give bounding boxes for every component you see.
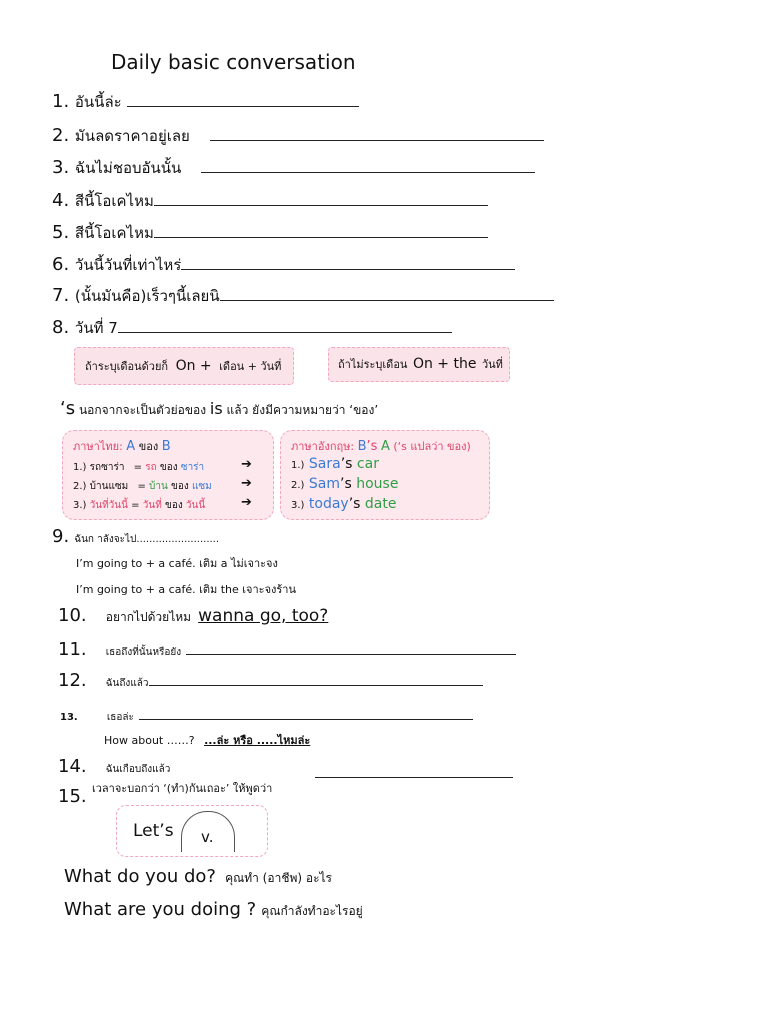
question-15-number: 15.: [58, 786, 87, 807]
q13-note: How about ……? ...ล่ะ หรือ .....ไหมล่ะ: [104, 734, 311, 747]
arrow-icon: ➔: [241, 457, 252, 472]
question-number: 6.: [52, 254, 70, 275]
question-2: [52, 124, 544, 148]
thai-row-3: 3.) วันที่วันนี้ = วันที่ ของ วันนี้: [73, 500, 206, 511]
arrow-icon: ➔: [241, 495, 252, 510]
question-8: [52, 316, 452, 340]
question-text: สีนี้โอเคไหม: [74, 192, 154, 210]
question-text: วันที่ 7: [74, 319, 118, 337]
answer-blank[interactable]: [210, 126, 544, 141]
question-number: 4.: [52, 190, 70, 211]
thai-row-1: 1.) รถซาร่า = รถ ของ ซาร่า: [73, 462, 205, 473]
question-13: 13. เธอล่ะ: [60, 705, 473, 725]
question-number: 2.: [52, 125, 70, 146]
tip-box-with-month: [74, 347, 294, 385]
page-title: Daily basic conversation: [111, 50, 356, 74]
answer-blank[interactable]: [181, 255, 515, 270]
q9-example-2: I’m going to + a café. เติม the เจาะจงร้าน: [76, 583, 296, 596]
question-text: (นั้นมันคือ)เร็วๆนี้เลยนิ: [74, 287, 220, 305]
tip-text: ถ้าระบุเดือนด้วยก็ On + เดือน + วันที่: [85, 358, 282, 374]
lets-word: Let’s: [133, 821, 174, 841]
question-14: 14. ฉันเกือบถึงแล้ว: [58, 756, 171, 777]
question-number: 8.: [52, 317, 70, 338]
q9-example-1: I’m going to + a café. เติม a ไม่เจาะจง: [76, 557, 278, 570]
question-number: 3.: [52, 157, 70, 178]
question-3: [52, 156, 535, 180]
what-are-you-doing-line: What are you doing ? คุณกำลังทำอะไรอยู่: [64, 899, 363, 920]
english-row-3: 3.) today’s date: [291, 496, 397, 512]
question-text: อันนี้ล่ะ: [74, 93, 122, 111]
question-4: [52, 189, 488, 213]
answer-blank[interactable]: [127, 92, 359, 107]
thai-box-header: ภาษาไทย: A ของ B: [73, 439, 171, 454]
answer-blank[interactable]: [220, 286, 554, 301]
thai-grammar-box: [62, 430, 274, 520]
question-12: 12. ฉันถึงแล้ว: [58, 670, 483, 691]
thai-row-2: 2.) บ้านแซม = บ้าน ของ แซม: [73, 481, 212, 492]
english-row-2: 2.) Sam’s house: [291, 476, 399, 492]
english-row-1: 1.) Sara’s car: [291, 456, 379, 472]
question-5: [52, 221, 488, 245]
question-number: 5.: [52, 222, 70, 243]
english-grammar-box: [280, 430, 490, 520]
answer-blank[interactable]: [139, 709, 473, 720]
answer-blank[interactable]: [154, 223, 488, 238]
question-11: 11. เธอถึงที่นั้นหรือยัง: [58, 639, 516, 660]
question-7: [52, 284, 554, 308]
answer-text[interactable]: wanna go, too?: [198, 606, 329, 626]
answer-blank[interactable]: [118, 318, 452, 333]
answer-blank[interactable]: [315, 763, 513, 778]
answer-blank[interactable]: [154, 191, 488, 206]
answer-blank[interactable]: [201, 158, 535, 173]
question-text: วันนี้วันที่เท่าไหร่: [74, 256, 182, 274]
question-number: 7.: [52, 285, 70, 306]
question-1: [52, 90, 359, 114]
question-text: มันลดราคาอยู่เลย: [74, 127, 190, 145]
lets-box: [116, 805, 268, 857]
question-9: 9. ฉันก าลังจะไป..........................: [52, 526, 220, 547]
question-10: 10. อยากไปด้วยไหม wanna go, too?: [58, 605, 329, 626]
question-6: [52, 253, 515, 277]
tip-box-without-month: [328, 347, 510, 382]
question-number: 1.: [52, 91, 70, 112]
tip-text: ถ้าไม่ระบุเดือน On + the วันที่: [338, 356, 503, 372]
verb-slot: v.: [181, 811, 235, 852]
arrow-icon: ➔: [241, 476, 252, 491]
question-text: สีนี้โอเคไหม: [74, 224, 154, 242]
answer-blank[interactable]: [149, 671, 483, 686]
what-do-you-do-line: What do you do? คุณทำ (อาชีพ) อะไร: [64, 866, 332, 887]
answer-blank[interactable]: [186, 640, 516, 655]
english-box-header: ภาษาอังกฤษ: B’s A (‘s แปลว่า ของ): [291, 439, 471, 454]
question-text: ฉันไม่ชอบอันนั้น: [74, 159, 182, 177]
question-15-text: เวลาจะบอกว่า ‘(ทำ)กันเถอะ’ ให้พูดว่า: [92, 782, 273, 795]
possessive-note: ‘s นอกจากจะเป็นตัวย่อของ is แล้ว ยังมีความหมายว่า ‘ของ’: [60, 398, 379, 419]
